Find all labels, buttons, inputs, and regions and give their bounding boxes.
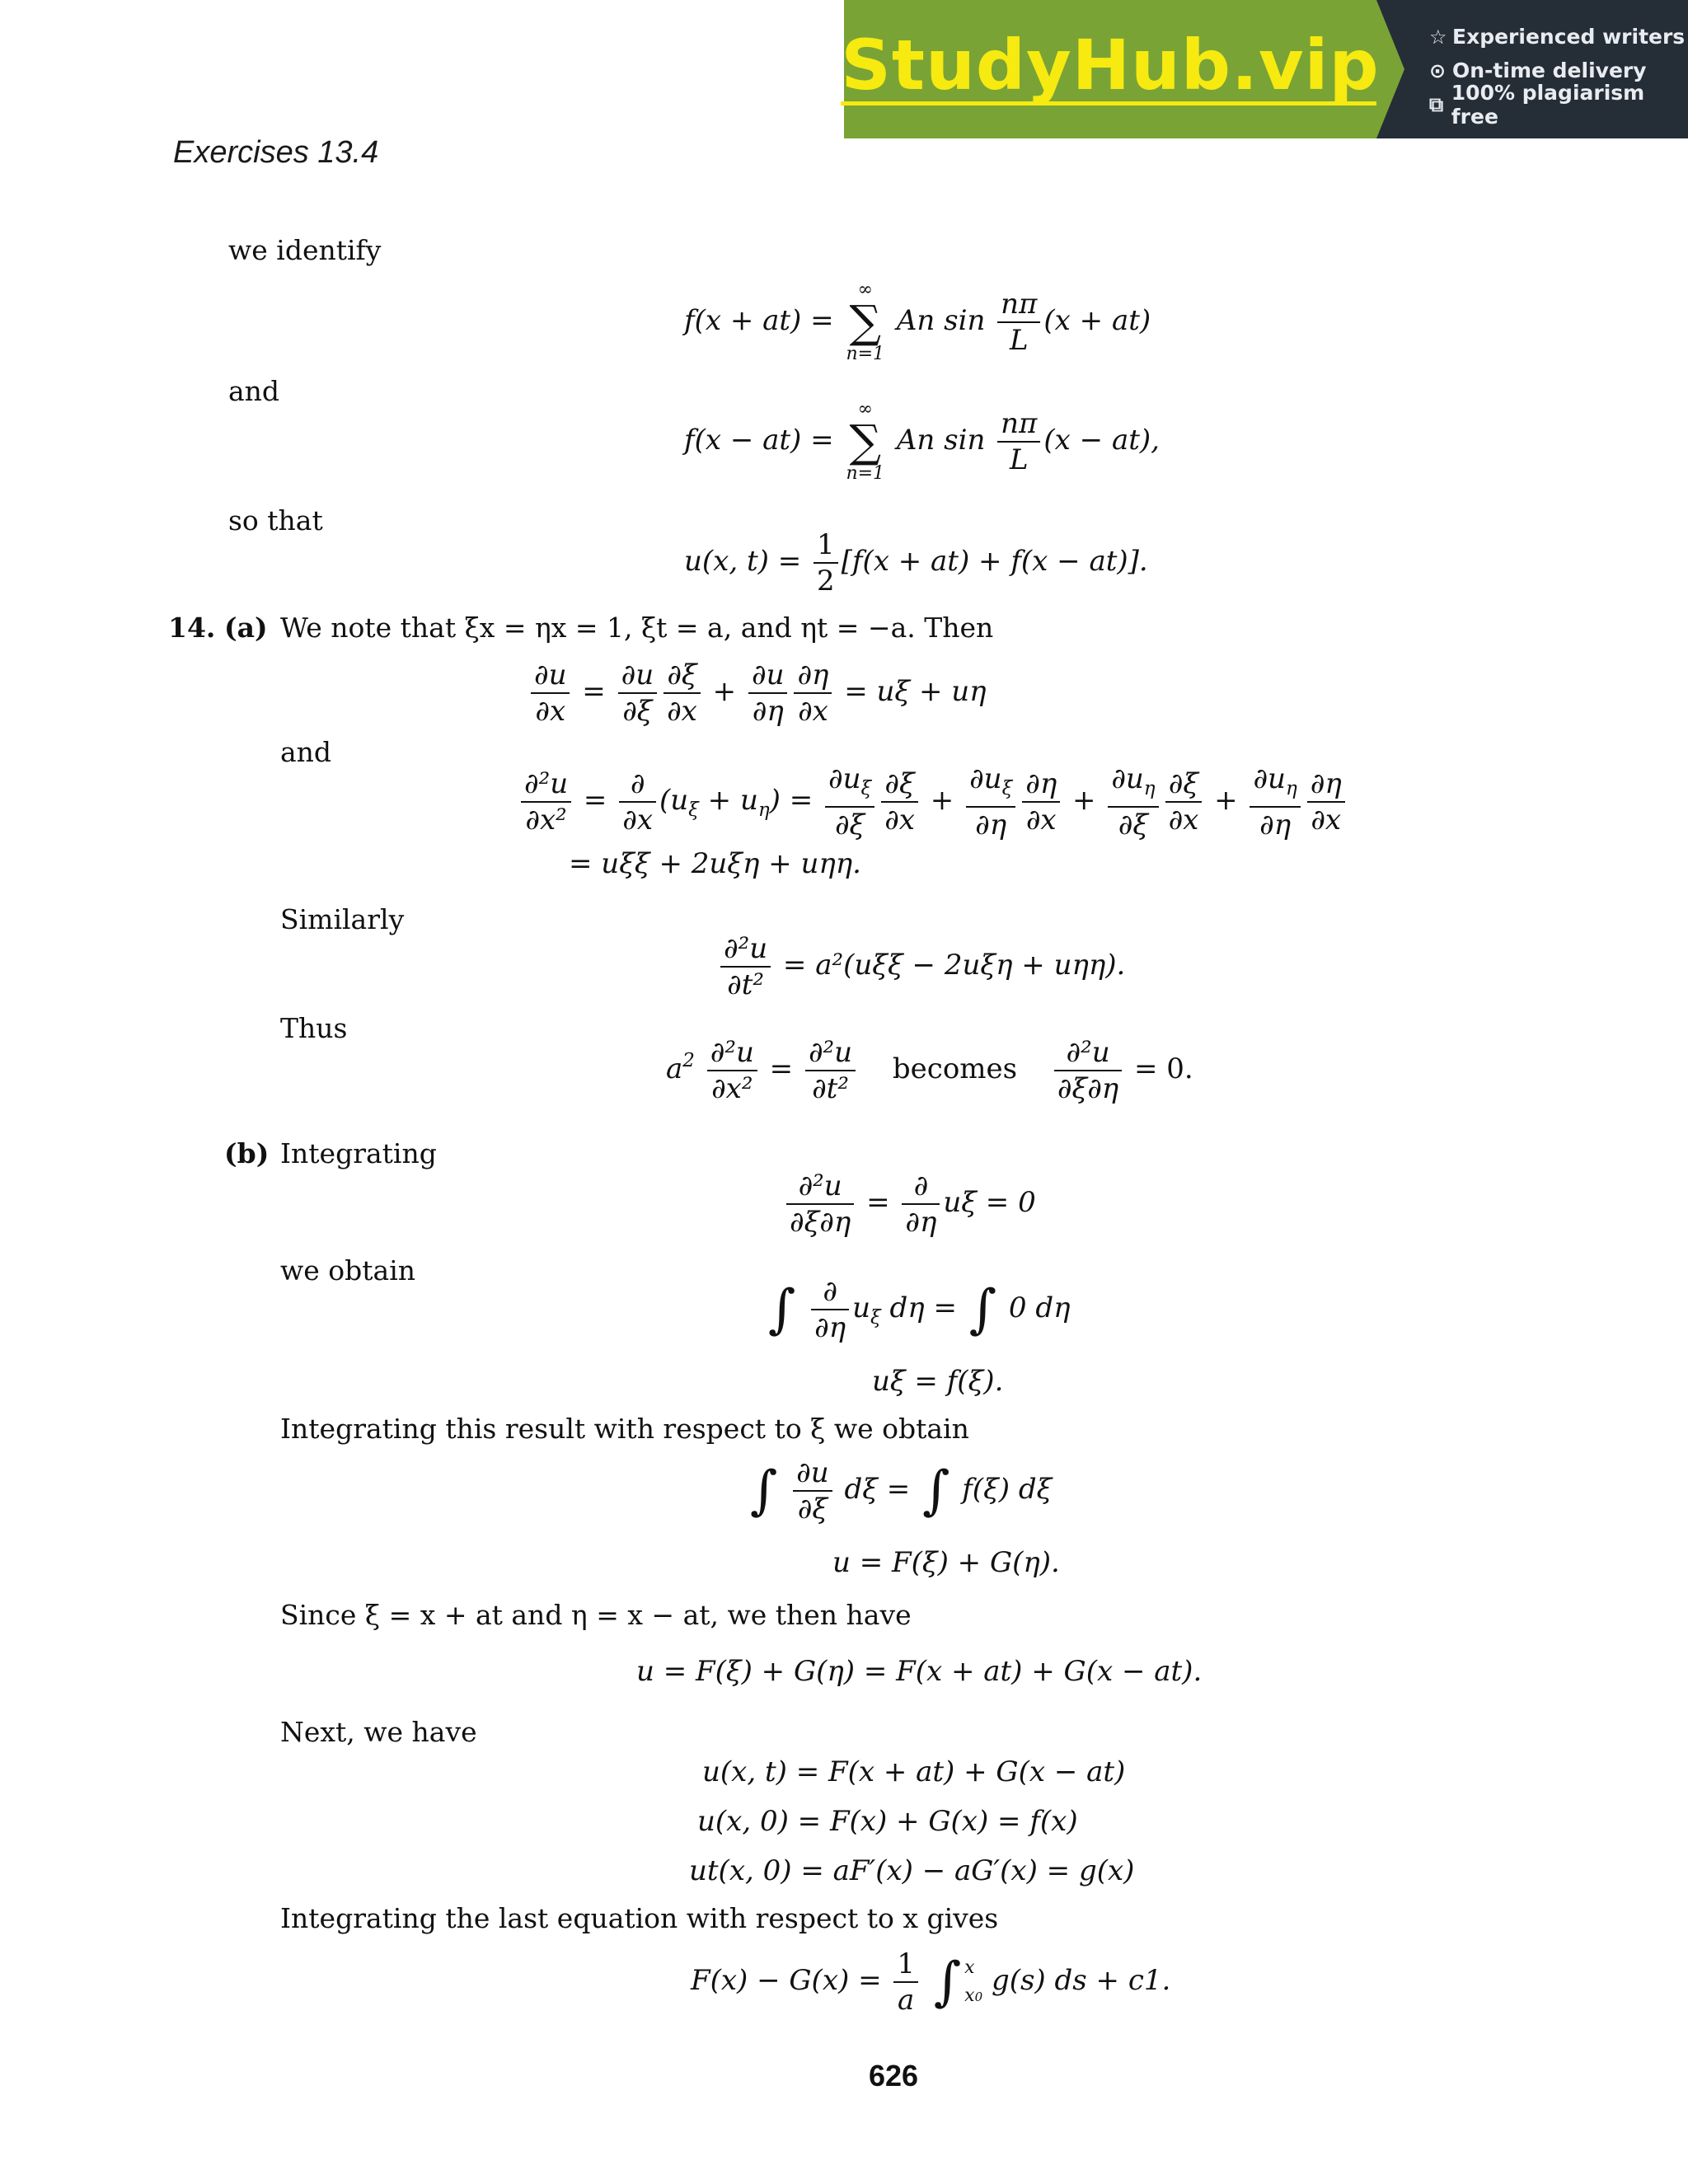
copy-icon: ⧉ [1429,92,1444,116]
equation-wave-becomes: $a^2$ $\frac{\text{∂²u}}{\text{∂x²}}$ = $\frac{\text{∂²u}}{\text{∂t²}}$ becomes $\frac{\text{∂²u}}{\partial\xi\partial\eta}$ = 0. [666,1036,1193,1105]
sum-symbol: ∞ ∑ n=1 [846,279,885,364]
part-a-label: (a) [224,612,268,644]
eq-lhs: f(x + at) = [684,304,834,337]
banner-logo-area[interactable] [841,0,1380,138]
equation-u-general: u = F(ξ) + G(η). [832,1546,1060,1579]
text-we-obtain: we obtain [280,1254,416,1286]
eq-term: An sin [896,304,986,337]
equation-ut-x0: ut(x, 0) = aF′(x) − aG′(x) = g(x) [689,1854,1135,1887]
text-thus: Thus [280,1012,348,1044]
sum-symbol: ∞ ∑ n=1 [846,399,885,484]
equation-dalembert-form: u = F(ξ) + G(η) = F(x + at) + G(x − at). [636,1655,1203,1688]
text-and: and [228,375,280,407]
text-since: Since ξ = x + at and η = x − at, we then have [280,1599,912,1631]
fraction: $\frac{n\pi}{L}$ [997,406,1040,477]
banner-features [1376,0,1688,138]
part-b-label: (b) [224,1137,270,1169]
equation-f-plus [684,280,1151,364]
text-next: Next, we have [280,1716,477,1748]
star-icon: ☆ [1429,25,1447,49]
text-so-that: so that [228,504,323,537]
equation-d2u-dt2: $\frac{\text{∂²u}}{\text{∂t²}}$ = a²(uξξ − 2uξη + uηη). [717,931,1125,1002]
equation-d2u-dx2: $\frac{\text{∂²u}}{\text{∂x²}}$ = $\frac{\partial}{\partial x}$ $(u_\xi + u_\eta)$ = $\frac{\partial u_\xi}{\partial\xi}$ $\frac{\partial\xi}{\partial x}$ + $\frac{\partial u_\xi}{\partial\eta}$ $\frac{\partial\eta}{\partial x}$ + $\frac{\partial u_\eta}{\partial\xi}$ $\frac{\partial\xi}{\partial x}$ + $\frac{\partial u_\eta}{\partial\eta}$ $\frac{\partial\eta}{\partial x}$ [518,762,1348,842]
problem-number: 14. [168,612,216,644]
eq-tail: (x − at), [1043,424,1160,457]
text-similarly: Similarly [280,903,405,935]
equation-f-minus [684,400,1160,484]
feature-label: Experienced writers [1452,25,1686,49]
equation-d2u-dx2-result: = uξξ + 2uξη + uηη. [569,847,861,880]
clock-icon: ⊙ [1429,59,1447,82]
equation-du-dx: $\frac{\partial u}{\partial x}$ = $\frac{\partial u}{\partial\xi}$ $\frac{\partial\xi}{\partial x}$ + $\frac{\partial u}{\partial\eta}$ $\frac{\partial\eta}{\partial x}$ = uξ + uη [528,658,987,729]
equation-integral-xi: ∫ $\frac{\partial u}{\partial\xi}$ dξ = ∫ f(ξ) dξ [750,1456,1053,1526]
feature-label: On-time delivery [1452,59,1647,82]
equation-u-xt: u(x, t) = F(x + at) + G(x − at) [702,1755,1126,1788]
text-14a-intro: We note that ξx = ηx = 1, ξt = a, and ηt = −a. Then [280,612,994,644]
equation-mixed-partial: $\frac{\text{∂²u}}{\partial\xi\partial\eta}$ = $\frac{\partial}{\partial\eta}$ uξ = 0 [783,1169,1036,1240]
eq-term: An sin [896,424,986,457]
feature-label: 100% plagiarism free [1451,80,1645,129]
studyhub-banner[interactable] [841,0,1688,138]
eq-lhs: f(x − at) = [684,424,834,457]
equation-integral-eta: ∫ $\frac{\partial}{\partial\eta}$ $u_\xi$ dη = ∫ 0 dη [768,1275,1071,1344]
equation-F-minus-G: F(x) − G(x) = $\frac{1}{a}$ ∫ x x0 g(s) ds + c1. [691,1947,1171,2017]
page-title: Exercises 13.4 [173,135,379,170]
text-becomes: becomes [892,1052,1018,1085]
equation-u-x0: u(x, 0) = F(x) + G(x) = f(x) [697,1805,1078,1838]
text-integrating: Integrating [280,1137,437,1169]
equation-u-solution: u(x, t) = $\frac{1}{2}$ [f(x + at) + f(x − at)]. [684,528,1148,598]
fraction: $\frac{n\pi}{L}$ [997,287,1040,358]
equation-u-xi: uξ = f(ξ). [872,1365,1004,1398]
eq-tail: (x + at) [1043,304,1151,337]
studyhub-logo: StudyHub.vip [841,24,1380,105]
feature-item [1429,80,1688,129]
feature-item [1429,20,1688,54]
text-and-2: and [280,736,332,768]
text-we-identify: we identify [228,234,382,266]
text-integrating-result: Integrating this result with respect to ξ we obtain [280,1413,969,1445]
text-integrating-last: Integrating the last equation with respect to x gives [280,1902,999,1934]
fraction: $\frac{1}{2}$ [814,527,838,598]
page-number: 626 [868,2059,919,2093]
